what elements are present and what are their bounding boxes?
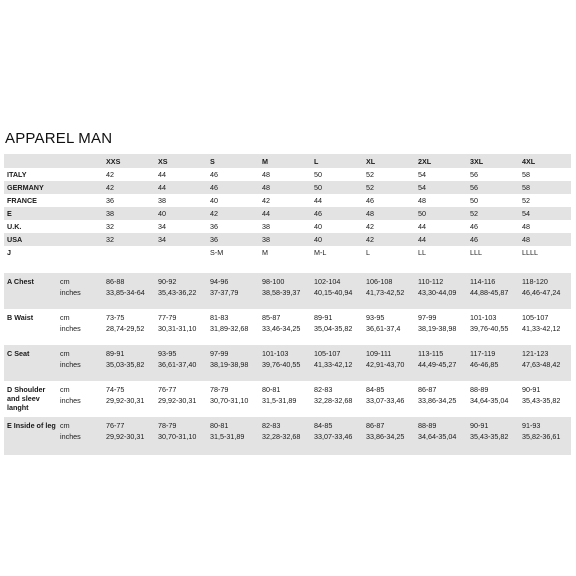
unit-cell: [57, 273, 103, 309]
country-name: USA: [4, 233, 57, 246]
value-cm: 118-120: [522, 277, 548, 286]
measurement-value: [155, 273, 207, 309]
size-value: 40: [311, 220, 363, 233]
size-value: 44: [259, 207, 311, 220]
value-inches: 32,28-32,68: [262, 431, 301, 441]
value-inches: 33,07-33,46: [314, 431, 353, 441]
value-cm: 101-103: [470, 313, 497, 322]
measurement-value: [259, 381, 311, 417]
value-inches: 33,86-34,25: [366, 431, 405, 441]
size-value: 40: [155, 207, 207, 220]
measurement-row: [4, 345, 571, 381]
value-inches: 29,92-30,31: [106, 395, 145, 405]
size-value: 44: [415, 220, 467, 233]
measurement-value: [207, 345, 259, 381]
country-row: [4, 246, 571, 259]
measurement-name: E Inside of leg: [4, 417, 57, 455]
value-cm: 94-96: [210, 277, 229, 286]
country-name: J: [4, 246, 57, 259]
value-inches: 31,89-32,68: [210, 323, 249, 333]
value-cm: 110-112: [418, 277, 444, 286]
value-cm: 90-91: [522, 385, 541, 394]
unit-inches: inches: [60, 359, 81, 369]
size-value: 48: [259, 168, 311, 181]
value-cm: 78-79: [158, 421, 177, 430]
value-cm: 81-83: [210, 313, 229, 322]
value-inches: 39,76-40,55: [262, 359, 301, 369]
value-cm: 121-123: [522, 349, 549, 358]
empty-cell: [57, 168, 103, 181]
value-cm: 73-75: [106, 313, 125, 322]
size-value: 32: [103, 233, 155, 246]
size-value: 44: [311, 194, 363, 207]
value-inches: 33,46-34,25: [262, 323, 301, 333]
size-value: S-M: [207, 246, 259, 259]
country-row: [4, 181, 571, 194]
value-inches: 36,61-37,40: [158, 359, 197, 369]
value-cm: 102-104: [314, 277, 341, 286]
measurement-row: [4, 381, 571, 417]
unit-inches: inches: [60, 323, 81, 333]
measurement-value: [363, 309, 415, 345]
size-value: 54: [415, 168, 467, 181]
unit-inches: inches: [60, 395, 81, 405]
size-value: 42: [259, 194, 311, 207]
value-cm: 105-107: [314, 349, 341, 358]
measurement-value: [467, 345, 519, 381]
size-value: 44: [155, 181, 207, 194]
value-cm: 86-87: [366, 421, 385, 430]
value-inches: 44,49-45,27: [418, 359, 457, 369]
size-value: 54: [415, 181, 467, 194]
size-value: 58: [519, 181, 571, 194]
size-value: 48: [519, 220, 571, 233]
value-inches: 38,19-38,98: [418, 323, 457, 333]
size-header: M: [259, 154, 311, 168]
measurement-value: [467, 273, 519, 309]
value-inches: 29,92-30,31: [106, 431, 145, 441]
measurement-value: [415, 309, 467, 345]
country-row: [4, 207, 571, 220]
value-inches: 41,33-42,12: [522, 323, 561, 333]
size-value: 44: [415, 233, 467, 246]
measurement-value: [363, 273, 415, 309]
size-value: M-L: [311, 246, 363, 259]
size-value: LLL: [467, 246, 519, 259]
value-cm: 90-92: [158, 277, 177, 286]
measurement-name: B Waist: [4, 309, 57, 345]
value-inches: 31,5-31,89: [210, 431, 245, 441]
size-value: 42: [363, 233, 415, 246]
size-header: S: [207, 154, 259, 168]
unit-cell: [57, 381, 103, 417]
empty-cell: [57, 220, 103, 233]
size-value: 46: [467, 233, 519, 246]
measurement-value: [519, 273, 571, 309]
measurement-value: [207, 273, 259, 309]
measurement-value: [363, 345, 415, 381]
measurement-value: [259, 417, 311, 455]
value-inches: 36,61-37,4: [366, 323, 401, 333]
value-inches: 39,76-40,55: [470, 323, 509, 333]
country-name: GERMANY: [4, 181, 57, 194]
value-cm: 106-108: [366, 277, 393, 286]
value-cm: 74-75: [106, 385, 125, 394]
value-cm: 90-91: [470, 421, 489, 430]
measurement-value: [311, 273, 363, 309]
value-cm: 76-77: [106, 421, 125, 430]
value-cm: 82-83: [314, 385, 333, 394]
measurement-value: [311, 345, 363, 381]
value-inches: 41,33-42,12: [314, 359, 353, 369]
country-row: [4, 168, 571, 181]
size-value: 56: [467, 168, 519, 181]
value-cm: 117-119: [470, 349, 496, 358]
size-header-row: [4, 154, 571, 168]
size-value: 42: [103, 181, 155, 194]
value-inches: 35,43-35,82: [470, 431, 509, 441]
value-inches: 33,07-33,46: [366, 395, 405, 405]
country-name: E: [4, 207, 57, 220]
country-name: ITALY: [4, 168, 57, 181]
size-value: 42: [207, 207, 259, 220]
value-cm: 89-91: [314, 313, 333, 322]
value-cm: 84-85: [314, 421, 333, 430]
size-value: 42: [363, 220, 415, 233]
measurement-row: [4, 273, 571, 309]
size-value: 50: [467, 194, 519, 207]
unit-cm: cm: [60, 349, 70, 358]
value-inches: 34,64-35,04: [470, 395, 509, 405]
unit-cm: cm: [60, 385, 70, 394]
empty-cell: [57, 233, 103, 246]
size-value: LL: [415, 246, 467, 259]
value-cm: 80-81: [262, 385, 281, 394]
measurement-value: [519, 345, 571, 381]
size-header: 2XL: [415, 154, 467, 168]
value-inches: 30,70-31,10: [210, 395, 249, 405]
unit-inches: inches: [60, 287, 81, 297]
value-inches: 35,03-35,82: [106, 359, 145, 369]
value-cm: 76-77: [158, 385, 177, 394]
measurement-value: [467, 417, 519, 455]
measurement-value: [155, 417, 207, 455]
size-value: 52: [363, 168, 415, 181]
size-value: 42: [103, 168, 155, 181]
size-table: [4, 154, 571, 455]
value-inches: 30,70-31,10: [158, 431, 197, 441]
value-cm: 88-89: [470, 385, 489, 394]
size-value: 46: [363, 194, 415, 207]
value-cm: 105-107: [522, 313, 549, 322]
value-inches: 35,82-36,61: [522, 431, 561, 441]
unit-cm: cm: [60, 313, 70, 322]
measurement-row: [4, 417, 571, 455]
size-header: XXS: [103, 154, 155, 168]
value-inches: 34,64-35,04: [418, 431, 457, 441]
size-value: 36: [207, 220, 259, 233]
measurement-value: [363, 381, 415, 417]
unit-cell: [57, 345, 103, 381]
size-header: XL: [363, 154, 415, 168]
value-inches: 35,04-35,82: [314, 323, 353, 333]
spacer-cell: [4, 259, 571, 273]
value-inches: 46,46-47,24: [522, 287, 561, 297]
measurement-value: [207, 381, 259, 417]
measurement-name: D Shoulder and sleev langht: [4, 381, 57, 417]
value-inches: 33,86-34,25: [418, 395, 457, 405]
value-inches: 31,5-31,89: [262, 395, 297, 405]
country-row: [4, 194, 571, 207]
measurement-value: [103, 345, 155, 381]
unit-cell: [57, 309, 103, 345]
measurement-value: [311, 417, 363, 455]
measurement-value: [155, 345, 207, 381]
value-inches: 44,88-45,87: [470, 287, 509, 297]
country-name: U.K.: [4, 220, 57, 233]
size-value: 50: [311, 168, 363, 181]
measurement-value: [519, 309, 571, 345]
measurement-value: [103, 417, 155, 455]
value-inches: 37-37,79: [210, 287, 239, 297]
value-cm: 77-79: [158, 313, 177, 322]
measurement-value: [467, 309, 519, 345]
measurement-value: [103, 309, 155, 345]
value-cm: 93-95: [158, 349, 177, 358]
value-inches: 38,58-39,37: [262, 287, 301, 297]
value-inches: 46-46,85: [470, 359, 499, 369]
value-inches: 40,15-40,94: [314, 287, 353, 297]
value-inches: 42,91-43,70: [366, 359, 405, 369]
value-cm: 93-95: [366, 313, 385, 322]
measurement-value: [415, 273, 467, 309]
value-inches: 28,74-29,52: [106, 323, 145, 333]
measurement-value: [415, 345, 467, 381]
size-value: 34: [155, 233, 207, 246]
size-value: 52: [467, 207, 519, 220]
measurement-value: [259, 309, 311, 345]
value-inches: 35,43-36,22: [158, 287, 197, 297]
size-value: 52: [363, 181, 415, 194]
size-value: 46: [207, 181, 259, 194]
size-header: 4XL: [519, 154, 571, 168]
value-cm: 86-88: [106, 277, 125, 286]
value-cm: 97-99: [210, 349, 229, 358]
page-title: APPAREL MAN: [5, 130, 113, 147]
size-value: 38: [259, 220, 311, 233]
measurement-value: [311, 381, 363, 417]
size-value: 48: [363, 207, 415, 220]
measurement-value: [259, 345, 311, 381]
size-value: M: [259, 246, 311, 259]
measurement-value: [519, 417, 571, 455]
country-name: FRANCE: [4, 194, 57, 207]
size-value: 50: [311, 181, 363, 194]
size-value: 50: [415, 207, 467, 220]
value-cm: 82-83: [262, 421, 281, 430]
size-value: 52: [519, 194, 571, 207]
value-inches: 35,43-35,82: [522, 395, 561, 405]
size-value: 46: [207, 168, 259, 181]
value-cm: 86-87: [418, 385, 437, 394]
value-cm: 101-103: [262, 349, 289, 358]
value-cm: 109-111: [366, 349, 392, 358]
unit-inches: inches: [60, 431, 81, 441]
value-cm: 113-115: [418, 349, 444, 358]
value-cm: 98-100: [262, 277, 285, 286]
measurement-value: [103, 381, 155, 417]
empty-cell: [57, 181, 103, 194]
size-value: 44: [155, 168, 207, 181]
size-value: L: [363, 246, 415, 259]
measurement-value: [259, 273, 311, 309]
empty-cell: [57, 246, 103, 259]
size-value: 38: [155, 194, 207, 207]
size-value: 38: [259, 233, 311, 246]
measurement-value: [207, 309, 259, 345]
value-cm: 78-79: [210, 385, 229, 394]
header-empty-cell: [4, 154, 57, 168]
value-cm: 85-87: [262, 313, 281, 322]
value-inches: 41,73-42,52: [366, 287, 405, 297]
size-value: 32: [103, 220, 155, 233]
size-value: [155, 246, 207, 259]
value-cm: 89-91: [106, 349, 125, 358]
size-value: 56: [467, 181, 519, 194]
size-value: 40: [207, 194, 259, 207]
value-inches: 29,92-30,31: [158, 395, 197, 405]
size-value: 54: [519, 207, 571, 220]
size-value: 46: [467, 220, 519, 233]
size-value: 40: [311, 233, 363, 246]
value-inches: 43,30-44,09: [418, 287, 457, 297]
measurement-value: [103, 273, 155, 309]
value-cm: 91-93: [522, 421, 541, 430]
size-header: L: [311, 154, 363, 168]
unit-cm: cm: [60, 277, 70, 286]
measurement-value: [311, 309, 363, 345]
measurement-value: [467, 381, 519, 417]
value-inches: 32,28-32,68: [314, 395, 353, 405]
measurement-row: [4, 309, 571, 345]
size-header: 3XL: [467, 154, 519, 168]
value-inches: 33,85-34-64: [106, 287, 145, 297]
unit-cm: cm: [60, 421, 70, 430]
size-value: 58: [519, 168, 571, 181]
size-header: XS: [155, 154, 207, 168]
measurement-value: [155, 309, 207, 345]
measurement-value: [207, 417, 259, 455]
measurement-value: [415, 417, 467, 455]
size-chart: [4, 154, 571, 455]
size-value: 48: [519, 233, 571, 246]
value-inches: 38,19-38,98: [210, 359, 249, 369]
size-value: 48: [415, 194, 467, 207]
empty-cell: [57, 194, 103, 207]
header-empty-cell: [57, 154, 103, 168]
value-cm: 88-89: [418, 421, 437, 430]
measurement-name: C Seat: [4, 345, 57, 381]
measurement-value: [415, 381, 467, 417]
size-value: LLLL: [519, 246, 571, 259]
value-cm: 80-81: [210, 421, 229, 430]
size-table-body: [4, 154, 571, 455]
size-value: 46: [311, 207, 363, 220]
empty-cell: [57, 207, 103, 220]
size-value: 36: [103, 194, 155, 207]
value-cm: 84-85: [366, 385, 385, 394]
measurement-name: A Chest: [4, 273, 57, 309]
measurement-value: [519, 381, 571, 417]
size-value: 48: [259, 181, 311, 194]
value-inches: 30,31-31,10: [158, 323, 197, 333]
spacer-row: [4, 259, 571, 273]
value-inches: 47,63-48,42: [522, 359, 561, 369]
size-value: 34: [155, 220, 207, 233]
country-row: [4, 233, 571, 246]
unit-cell: [57, 417, 103, 455]
size-value: [103, 246, 155, 259]
measurement-value: [155, 381, 207, 417]
country-row: [4, 220, 571, 233]
size-value: 36: [207, 233, 259, 246]
size-value: 38: [103, 207, 155, 220]
value-cm: 97-99: [418, 313, 437, 322]
value-cm: 114-116: [470, 277, 496, 286]
measurement-value: [363, 417, 415, 455]
